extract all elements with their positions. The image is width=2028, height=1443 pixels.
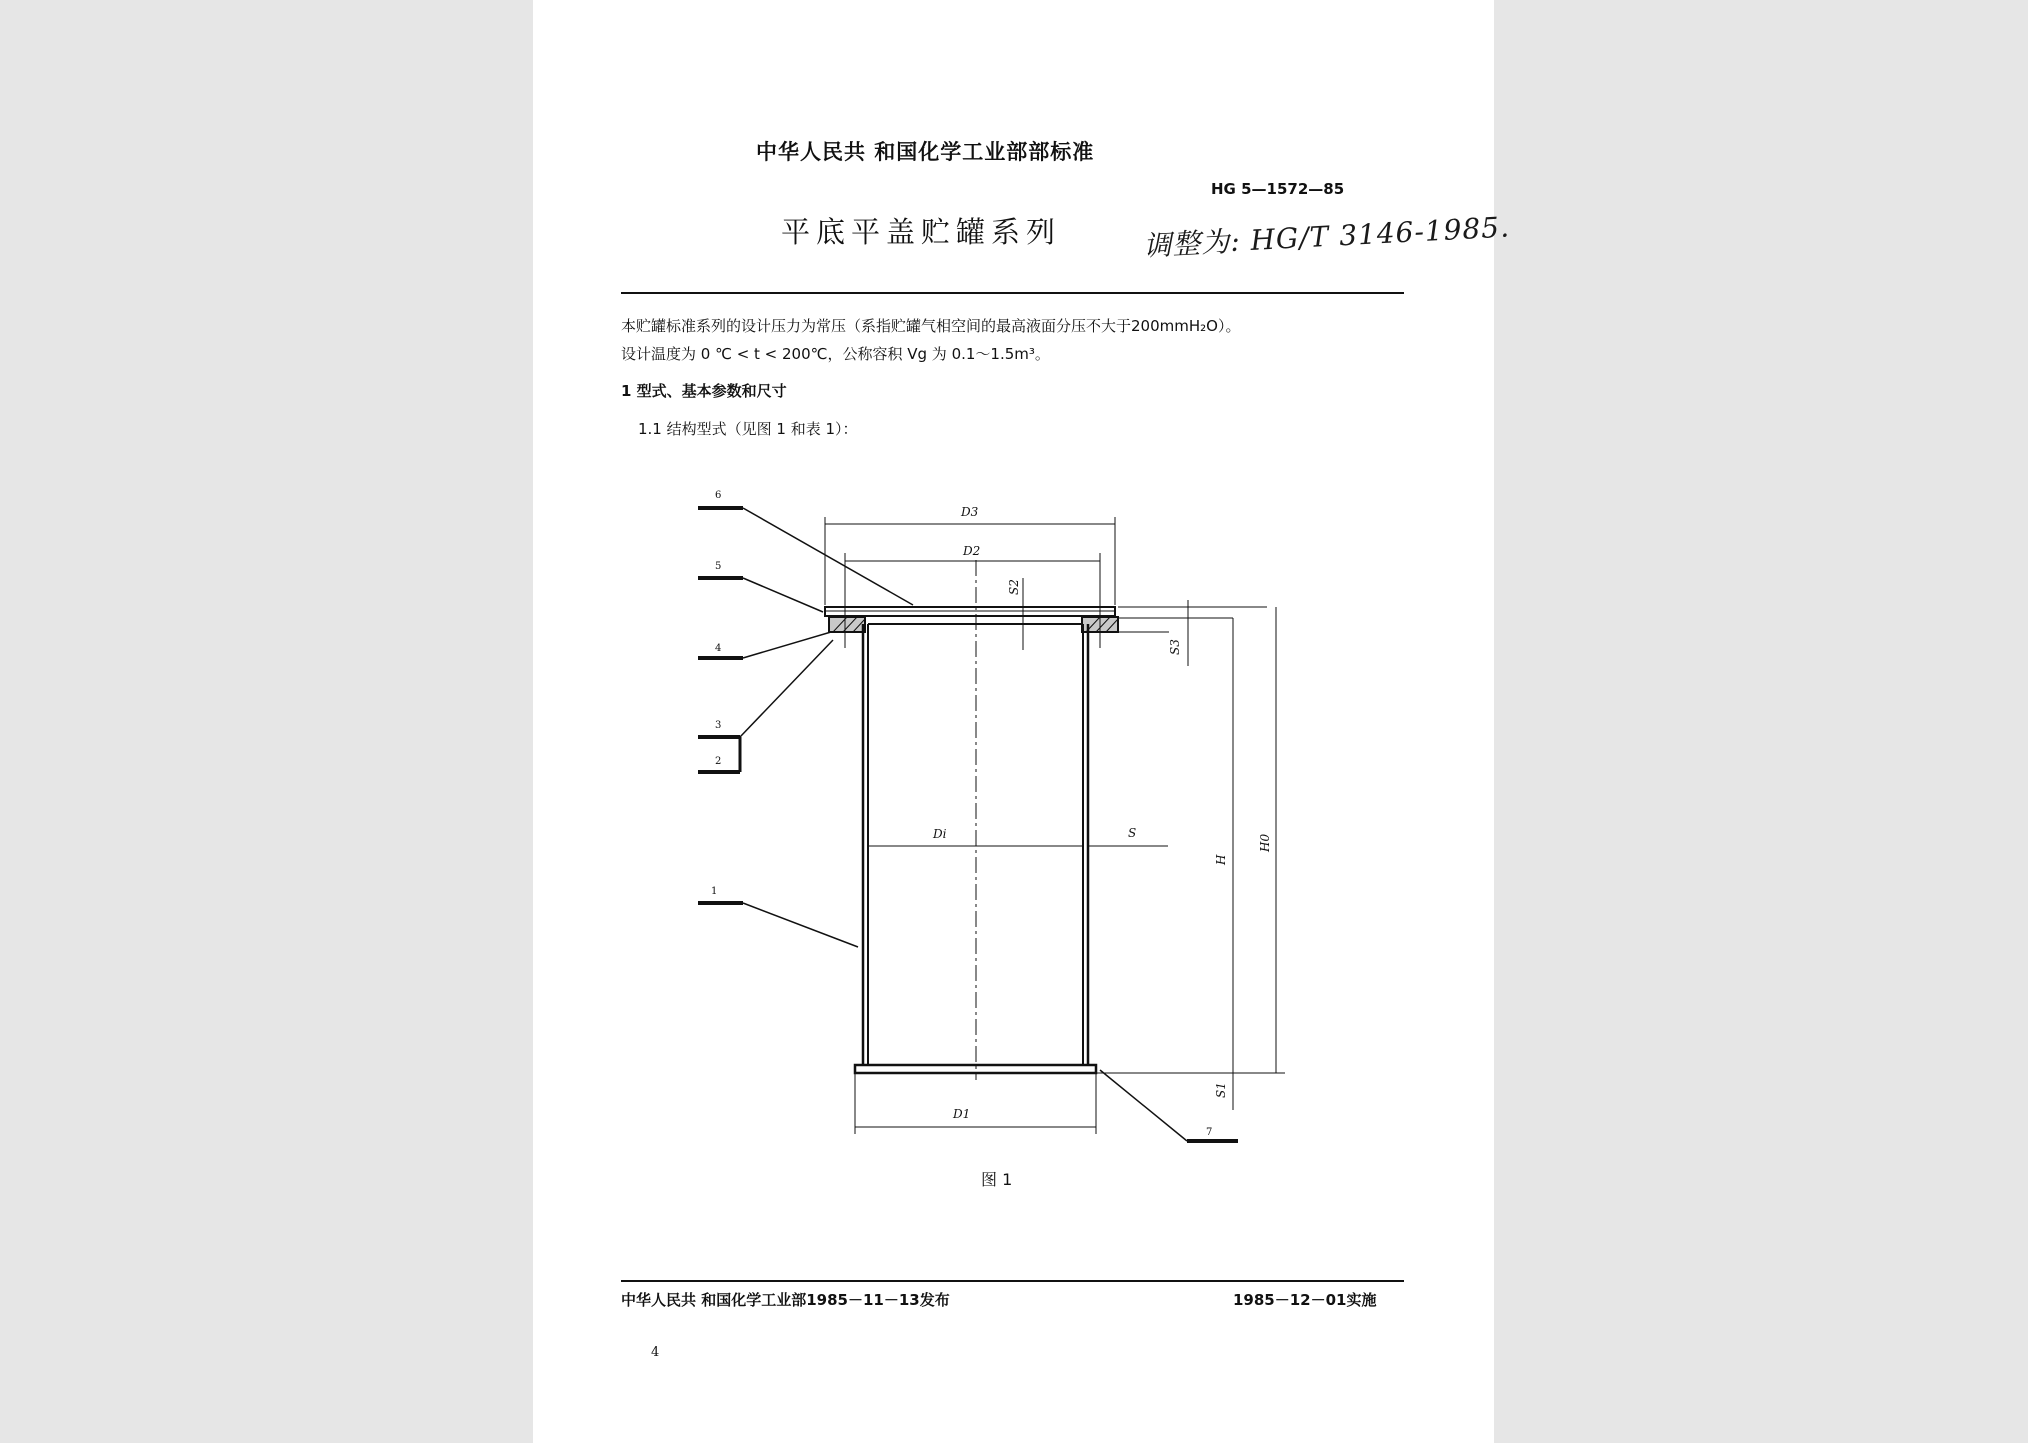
effective-date: 1985－12－01实施 (1233, 1291, 1377, 1309)
callout-label-2: 2 (715, 756, 722, 767)
dim-label-s1: S1 (1214, 1082, 1228, 1098)
dim-label-d2: D2 (963, 544, 981, 558)
callout-label-5: 5 (715, 561, 722, 572)
issuing-organization: 中华人民共 和国化学工业部部标准 (756, 140, 1095, 164)
subsection-heading: 1.1 结构型式（见图 1 和表 1）： (638, 420, 858, 438)
leader-4 (743, 632, 831, 658)
callout-label-6: 6 (715, 490, 722, 501)
footer-rule (621, 1280, 1404, 1282)
release-date: 中华人民共 和国化学工业部1985－11－13发布 (621, 1291, 950, 1309)
dim-label-s3: S3 (1168, 639, 1182, 655)
leader-1 (743, 903, 858, 947)
section-heading: 1 型式、基本参数和尺寸 (621, 382, 787, 400)
dim-label-d1: D1 (953, 1107, 971, 1121)
dim-label-h: H (1214, 854, 1228, 865)
dim-label-s: S (1128, 826, 1137, 840)
callout-label-1: 1 (711, 886, 718, 897)
dim-label-di: Di (933, 827, 947, 841)
callout-label-7: 7 (1206, 1127, 1213, 1138)
document-page (533, 0, 1511, 1443)
dim-label-d3: D3 (961, 505, 979, 519)
tank-drawing (533, 0, 1494, 1443)
leader-5 (743, 578, 823, 612)
paragraph-design-temperature: 设计温度为 0 ℃ < t < 200℃，公称容积 Vg 为 0.1～1.5m³。 (621, 345, 1050, 363)
callout-label-4: 4 (715, 643, 722, 654)
paragraph-design-pressure: 本贮罐标准系列的设计压力为常压（系指贮罐气相空间的最高液面分压不大于200mmH₂O）。 (621, 317, 1241, 335)
document-title: 平底平盖贮罐系列 (781, 215, 1062, 249)
dim-label-s2: S2 (1007, 579, 1021, 595)
dim-label-h0: H0 (1258, 833, 1272, 852)
leader-6 (743, 508, 913, 605)
handwritten-note: 调整为: HG/T 3146-1985. (1142, 210, 1511, 263)
page-number: 4 (651, 1345, 660, 1360)
leader-7 (1100, 1070, 1187, 1141)
standard-code: HG 5—1572—85 (1211, 180, 1345, 198)
figure-caption: 图 1 (981, 1170, 1013, 1189)
callout-label-3: 3 (715, 720, 722, 731)
